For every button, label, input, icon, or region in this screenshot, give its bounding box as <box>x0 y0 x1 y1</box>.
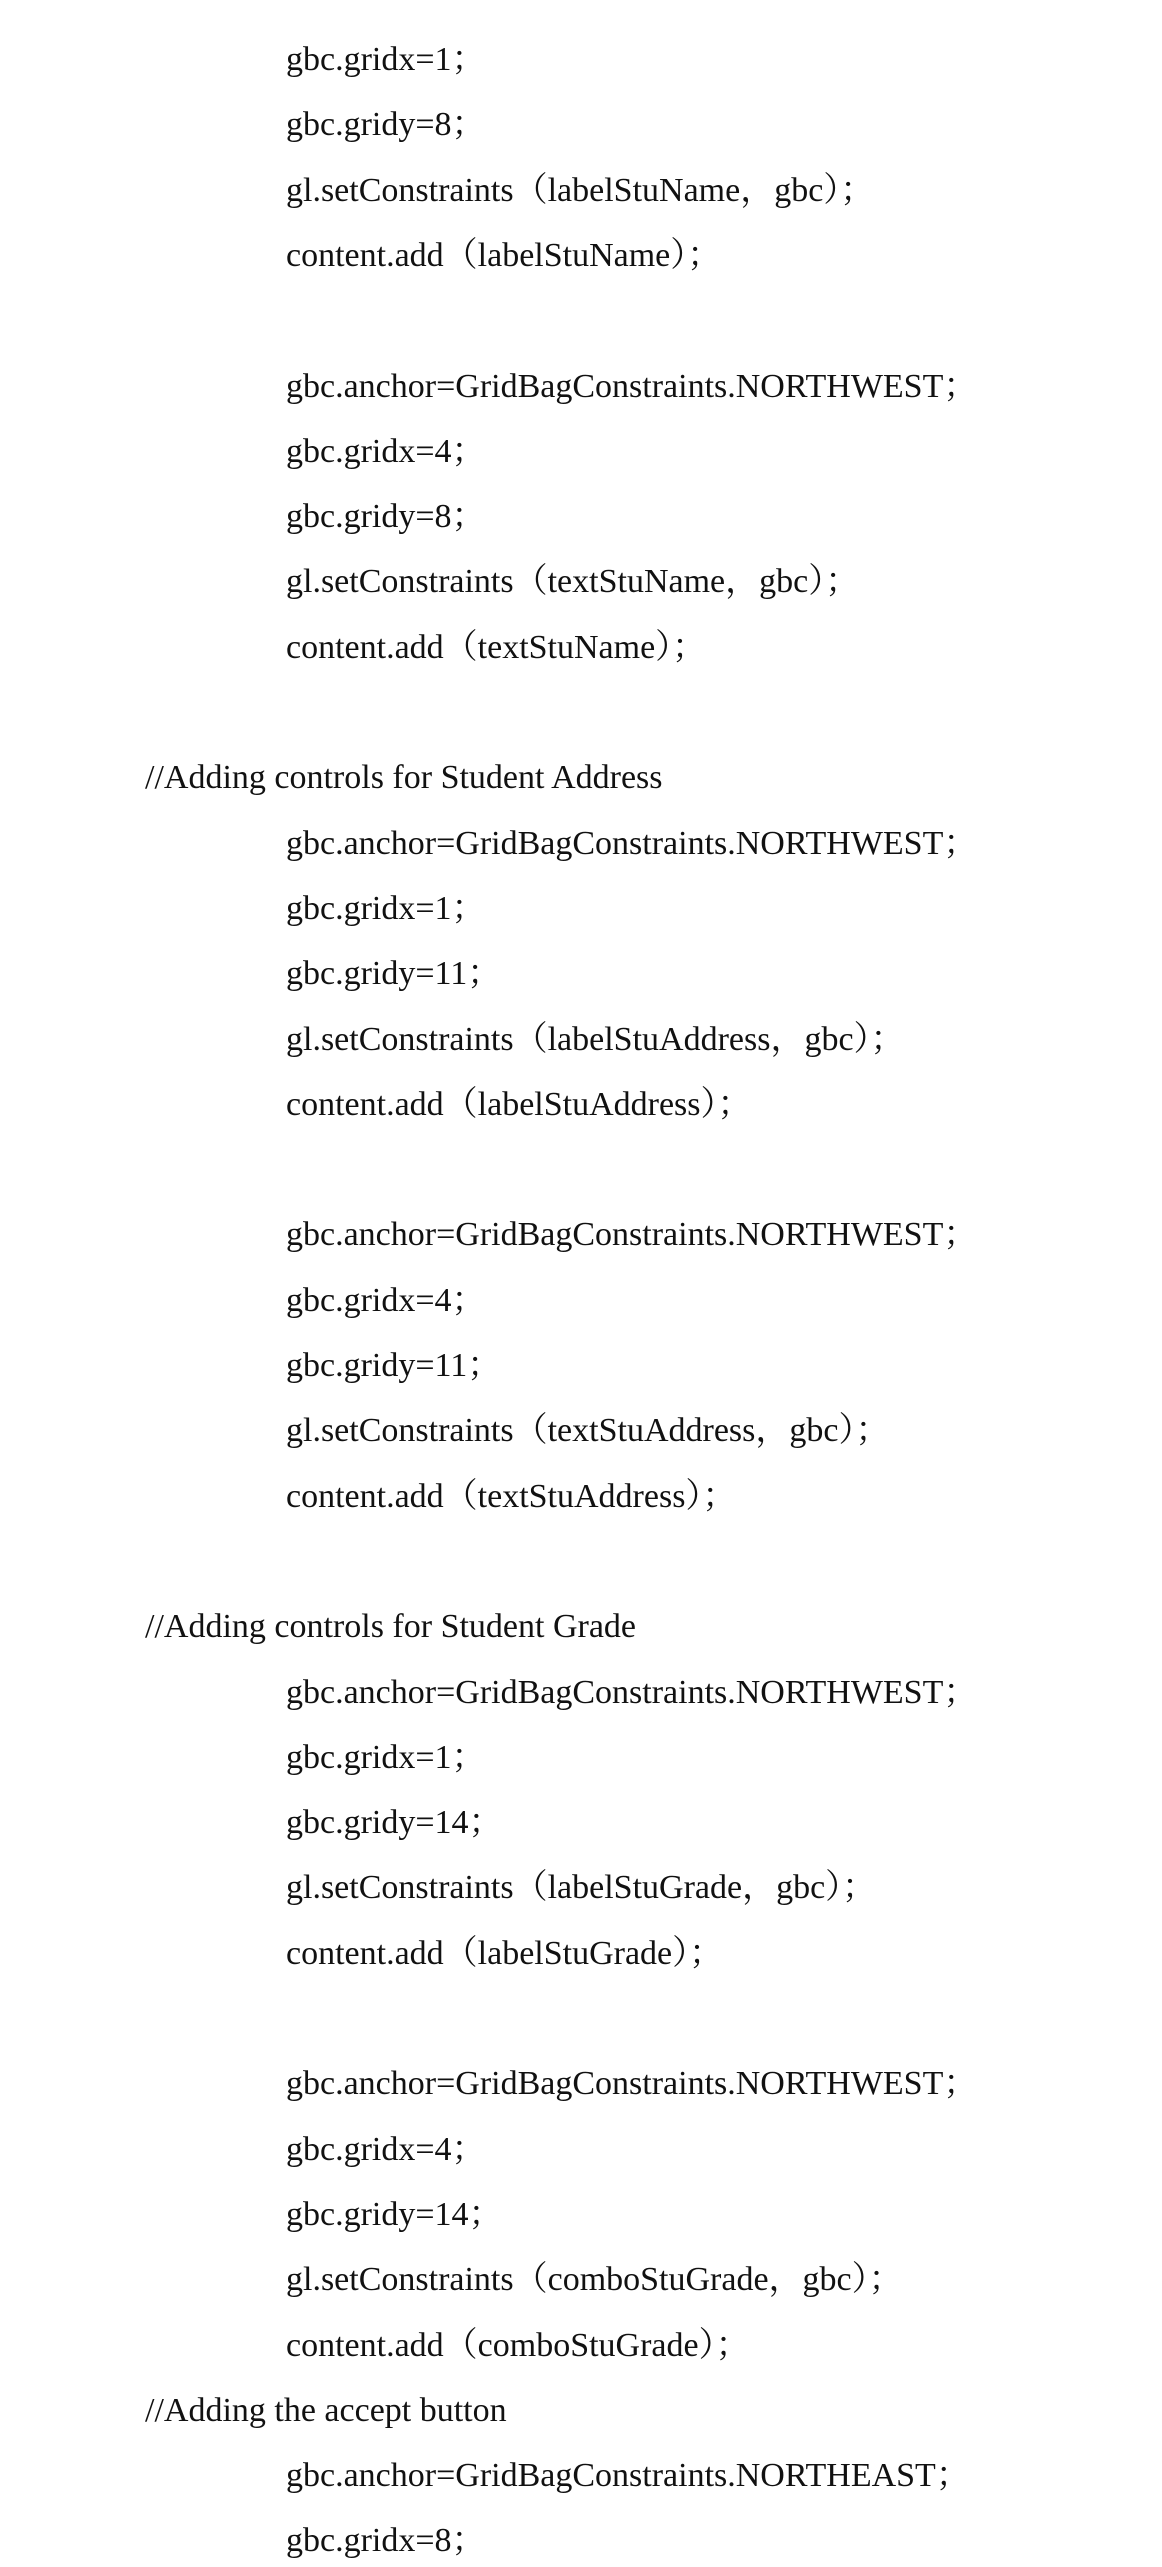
code-line: gbc.gridx=4； <box>286 1282 486 1319</box>
code-line: gbc.anchor=GridBagConstraints.NORTHWEST； <box>286 1674 978 1711</box>
code-line: gbc.gridy=11； <box>286 955 502 992</box>
code-line: gbc.gridy=8； <box>286 498 486 535</box>
code-line: gbc.anchor=GridBagConstraints.NORTHEAST； <box>286 2457 970 2494</box>
code-line: gbc.anchor=GridBagConstraints.NORTHWEST； <box>286 825 978 862</box>
code-comment-line: //Adding controls for Student Grade <box>145 1608 637 1645</box>
code-comment-line: //Adding the accept button <box>145 2392 507 2429</box>
code-line: content.add（labelStuGrade）； <box>286 1935 724 1972</box>
code-line: gbc.gridy=11； <box>286 1347 502 1384</box>
code-line: gbc.anchor=GridBagConstraints.NORTHWEST； <box>286 1216 978 1253</box>
code-line: gl.setConstraints（labelStuGrade，gbc）； <box>286 1869 877 1906</box>
code-line: content.add（labelStuAddress）； <box>286 1086 752 1123</box>
code-line: gbc.anchor=GridBagConstraints.NORTHWEST； <box>286 2065 978 2102</box>
code-line: gbc.gridx=4； <box>286 433 486 470</box>
code-line: gbc.gridy=14； <box>286 1804 503 1841</box>
code-line: gbc.gridx=1； <box>286 41 486 78</box>
code-line: gbc.gridx=1； <box>286 1739 486 1776</box>
code-line: gbc.gridx=4； <box>286 2131 486 2168</box>
code-line: gbc.gridx=1； <box>286 890 486 927</box>
code-line: content.add（textStuName）； <box>286 629 707 666</box>
code-line: content.add（labelStuName）； <box>286 237 722 274</box>
code-line: content.add（comboStuGrade）； <box>286 2327 750 2364</box>
code-line: gl.setConstraints（comboStuGrade，gbc）； <box>286 2261 903 2298</box>
code-line: gbc.gridy=8； <box>286 106 486 143</box>
code-line: gbc.anchor=GridBagConstraints.NORTHWEST； <box>286 368 978 405</box>
code-line: gl.setConstraints（textStuAddress，gbc）； <box>286 1412 890 1449</box>
code-line: gl.setConstraints（labelStuName，gbc）； <box>286 172 875 209</box>
code-line: gbc.gridx=8； <box>286 2522 486 2559</box>
code-line: gl.setConstraints（textStuName，gbc）； <box>286 563 860 600</box>
code-line: content.add（textStuAddress）； <box>286 1478 737 1515</box>
code-comment-line: //Adding controls for Student Address <box>145 759 663 796</box>
code-line: gbc.gridy=14； <box>286 2196 503 2233</box>
code-line: gl.setConstraints（labelStuAddress，gbc）； <box>286 1021 905 1058</box>
